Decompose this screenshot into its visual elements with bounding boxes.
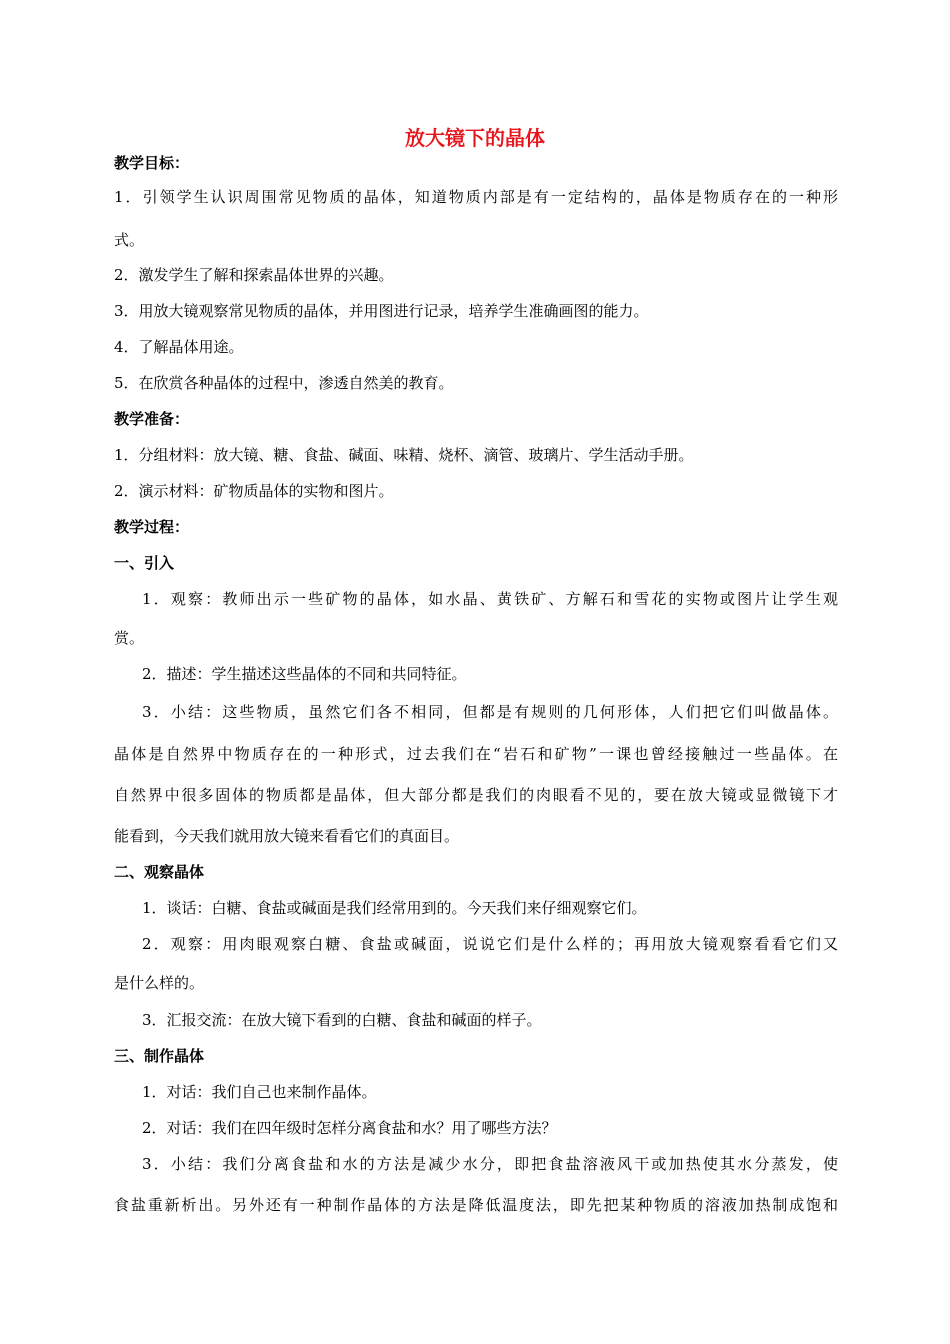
section-line: 2．对话：我们在四年级时怎样分离食盐和水？用了哪些方法？: [142, 1119, 557, 1137]
section-heading: 二、观察晶体: [114, 863, 205, 881]
page-title: 放大镜下的晶体: [405, 126, 545, 150]
section-heading: 一、引入: [114, 554, 175, 572]
section-line: 2．描述：学生描述这些晶体的不同和共同特征。: [142, 665, 467, 683]
section-line: 晶体是自然界中物质存在的一种形式，过去我们在“岩石和矿物”一课也曾经接触过一些晶体。在: [114, 745, 838, 763]
process-heading: 教学过程：: [114, 518, 190, 536]
section-line: 能看到，今天我们就用放大镜来看看它们的真面目。: [114, 827, 460, 845]
objectives-heading: 教学目标：: [114, 154, 190, 172]
section-line: 自然界中很多固体的物质都是晶体，但大部分都是我们的肉眼看不见的，要在放大镜或显微镜下才: [114, 786, 838, 804]
section-line: 赏。: [114, 629, 145, 647]
section-line: 1．观察：教师出示一些矿物的晶体，如水晶、黄铁矿、方解石和雪花的实物或图片让学生观: [142, 590, 838, 608]
objective-line: 式。: [114, 231, 145, 249]
preparation-heading: 教学准备：: [114, 410, 190, 428]
objective-line: 2．激发学生了解和探索晶体世界的兴趣。: [114, 266, 394, 284]
objective-line: 4．了解晶体用途。: [114, 338, 244, 356]
section-line: 3．汇报交流：在放大镜下看到的白糖、食盐和碱面的样子。: [142, 1011, 542, 1029]
objective-line: 3．用放大镜观察常见物质的晶体，并用图进行记录，培养学生准确画图的能力。: [114, 302, 649, 320]
preparation-line: 1．分组材料：放大镜、糖、食盐、碱面、味精、烧杯、滴管、玻璃片、学生活动手册。: [114, 446, 694, 464]
preparation-line: 2．演示材料：矿物质晶体的实物和图片。: [114, 482, 394, 500]
section-line: 是什么样的。: [114, 974, 205, 992]
section-line: 3．小结：这些物质，虽然它们各不相同，但都是有规则的几何形体，人们把它们叫做晶体。: [142, 703, 838, 721]
objective-line: 5．在欣赏各种晶体的过程中，渗透自然美的教育。: [114, 374, 454, 392]
section-line: 1．谈话：白糖、食盐或碱面是我们经常用到的。今天我们来仔细观察它们。: [142, 899, 647, 917]
section-line: 3．小结：我们分离食盐和水的方法是减少水分，即把食盐溶液风干或加热使其水分蒸发，使: [142, 1155, 838, 1173]
section-line: 1．对话：我们自己也来制作晶体。: [142, 1083, 377, 1101]
section-line: 2．观察：用肉眼观察白糖、食盐或碱面，说说它们是什么样的；再用放大镜观察看看它们又: [142, 935, 838, 953]
objective-line: 1．引领学生认识周围常见物质的晶体，知道物质内部是有一定结构的，晶体是物质存在的一种形: [114, 188, 838, 206]
section-line: 食盐重新析出。另外还有一种制作晶体的方法是降低温度法，即先把某种物质的溶液加热制成饱和: [114, 1196, 838, 1214]
section-heading: 三、制作晶体: [114, 1047, 205, 1065]
